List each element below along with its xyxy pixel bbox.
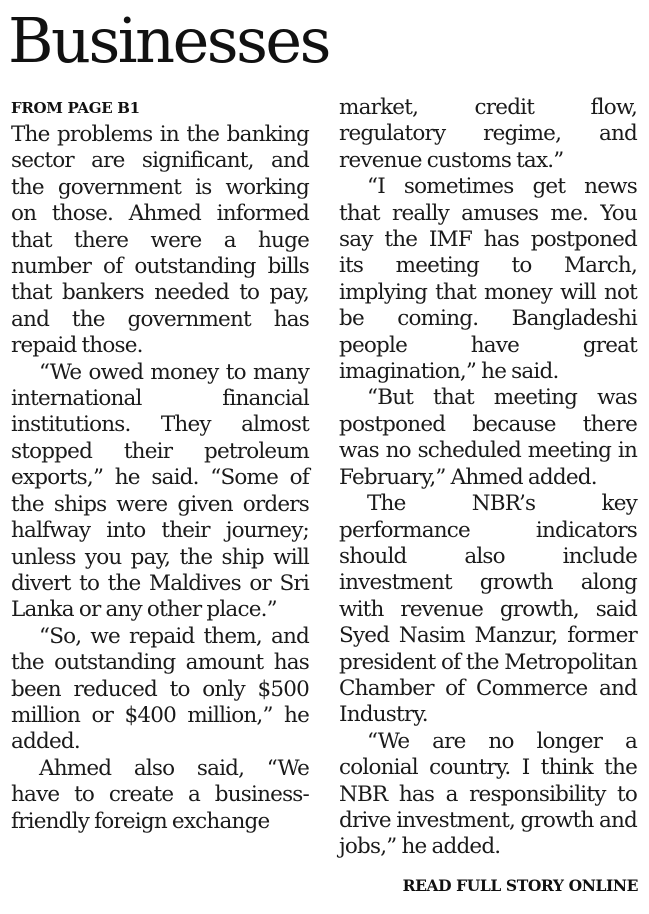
article-column-right — [339, 95, 637, 861]
paragraph: The NBR’s key performance indicators should also include investment growth along with revenue growth, said Syed Nasim Manzur, former president of the Metropolitan Chamber of Commerce and Industry. — [339, 491, 637, 728]
paragraph: Ahmed also said, “We have to create a business-friendly foreign exchange — [11, 755, 309, 834]
section-title: Businesses — [8, 4, 329, 77]
read-full-story-link[interactable]: READ FULL STORY ONLINE — [402, 876, 638, 895]
continuation-kicker: FROM PAGE B1 — [11, 99, 140, 117]
paragraph: “But that meeting was postponed because there was no scheduled meeting in February,” Ahmed added. — [339, 385, 637, 490]
paragraph: The problems in the banking sector are significant, and the government is working on those. Ahmed informed that there were a huge number of outstanding bills that bankers needed to pay, and the government has repaid those. — [11, 122, 309, 359]
paragraph: “We are no longer a colonial country. I think the NBR has a responsibility to drive investment, growth and jobs,” he added. — [339, 728, 637, 860]
paragraph: “I sometimes get news that really amuses me. You say the IMF has postponed its meeting to March, implying that money will not be coming. Bangladeshi people have great imagination,” he said. — [339, 174, 637, 385]
article-column-left — [11, 122, 309, 835]
paragraph: market, credit flow, regulatory regime, and revenue customs tax.” — [339, 95, 637, 173]
paragraph: “We owed money to many international financial institutions. They almost stopped their petroleum exports,” he said. “Some of the ships were given orders halfway into their journey; unless you pay, the ship will divert to the Maldives or Sri Lanka or any other place.” — [11, 359, 309, 623]
paragraph: “So, we repaid them, and the outstanding amount has been reduced to only $500 million or $400 million,” he added. — [11, 623, 309, 755]
